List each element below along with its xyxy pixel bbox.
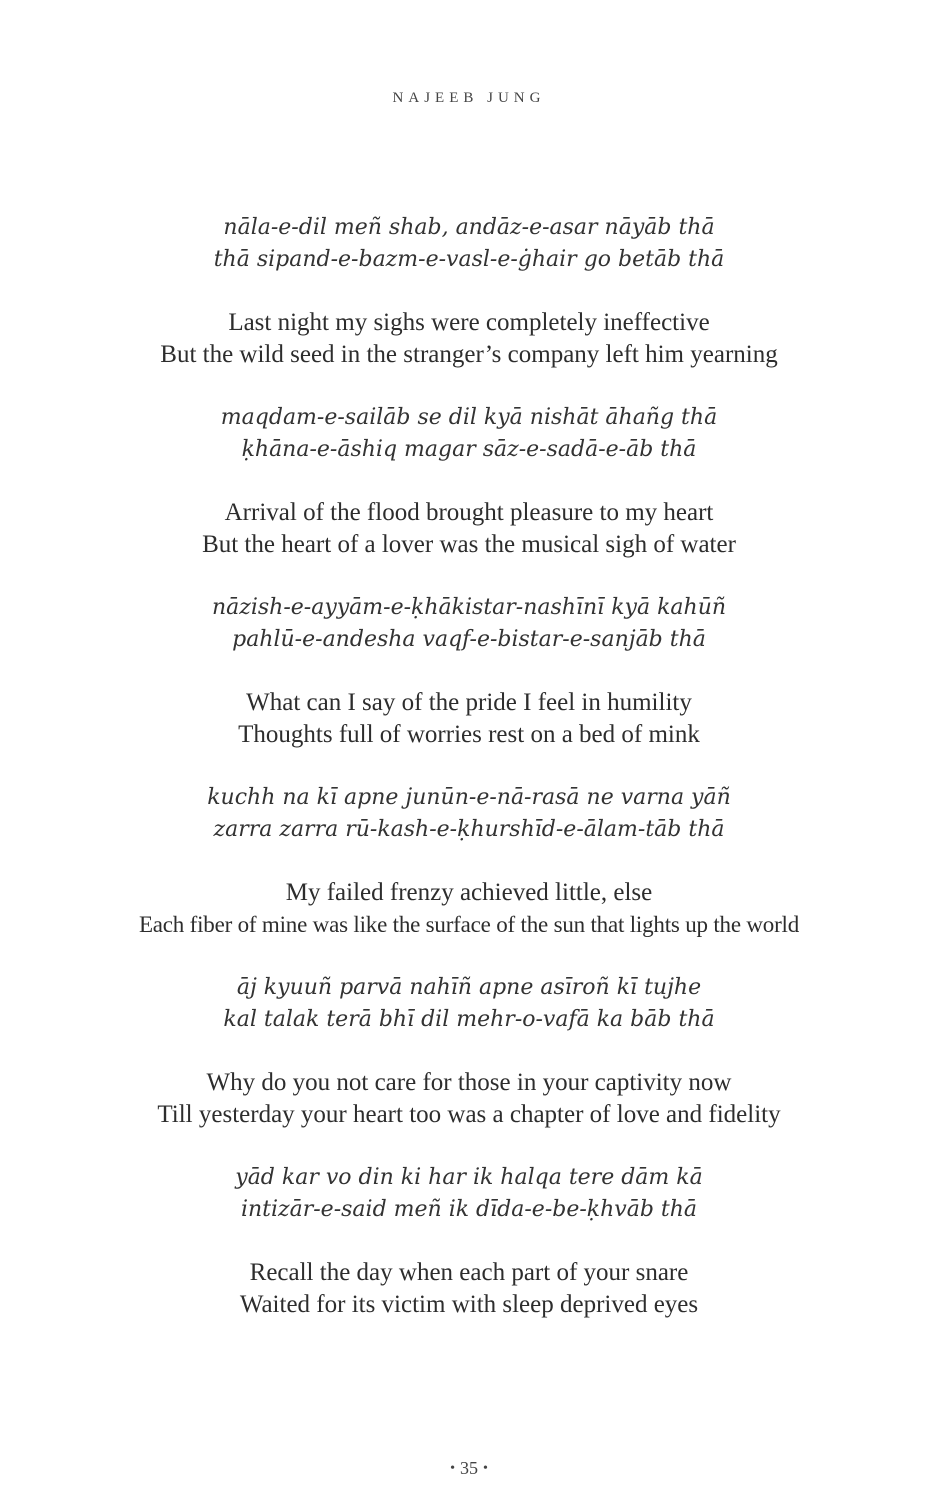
translation-line: Last night my sighs were completely ineffective — [228, 309, 710, 336]
stanza-5 — [0, 972, 938, 1036]
translation-line: My failed frenzy achieved little, else — [285, 879, 653, 906]
translation-line: Each fiber of mine was like the surface of the sun that lights up the world — [138, 912, 800, 937]
stanza-3 — [0, 592, 938, 656]
transliteration-line: nāzish-e-ayyām-e-ḳhākistar-nashīnī kyā kahūñ — [211, 595, 727, 620]
running-head: NAJEEB JUNG — [392, 90, 546, 106]
translation-line: Waited for its victim with sleep deprived eyes — [239, 1291, 699, 1318]
transliteration-line: ḳhāna-e-āshiq magar sāz-e-sadā-e-āb thā — [241, 437, 697, 462]
transliteration-line: āj kyuuñ parvā nahīñ apne asīroñ kī tujhe — [236, 975, 702, 1000]
transliteration-line: kuchh na kī apne junūn-e-nā-rasā ne varna yāñ — [207, 785, 731, 810]
translation-line: Till yesterday your heart too was a chapter of love and fidelity — [157, 1101, 781, 1128]
transliteration-line: kal talak terā bhī dil mehr-o-vafā ka bāb thā — [223, 1007, 715, 1032]
translation-1 — [0, 307, 938, 371]
translation-3 — [0, 687, 938, 751]
stanza-6 — [0, 1162, 938, 1226]
page-number: 35 — [460, 1458, 478, 1478]
translation-line: Why do you not care for those in your captivity now — [206, 1069, 732, 1096]
transliteration-line: maqdam-e-sailāb se dil kyā nishāt āhañg thā — [220, 405, 718, 430]
transliteration-line: intizār-e-said meñ ik dīda-e-be-ḳhvāb thā — [240, 1197, 698, 1222]
transliteration-line: pahlū-e-andesha vaqf-e-bistar-e-sanjāb thā — [232, 627, 706, 652]
translation-line: Arrival of the flood brought pleasure to my heart — [224, 499, 714, 526]
translation-line: Thoughts full of worries rest on a bed of mink — [238, 721, 700, 748]
bullet-icon: • — [450, 1461, 455, 1476]
translation-5 — [0, 1067, 938, 1131]
transliteration-line: thā sipand-e-bazm-e-vasl-e-ġhair go betāb thā — [213, 247, 725, 272]
transliteration-line: zarra zarra rū-kash-e-ḳhurshīd-e-ālam-tāb thā — [213, 817, 725, 842]
stanza-4 — [0, 782, 938, 846]
translation-4 — [0, 877, 938, 941]
translation-line: What can I say of the pride I feel in humility — [246, 689, 692, 716]
translation-line: But the wild seed in the stranger’s company left him yearning — [160, 341, 778, 368]
stanza-1 — [0, 212, 938, 276]
translation-2 — [0, 497, 938, 561]
bullet-icon: • — [483, 1461, 488, 1476]
translation-6 — [0, 1257, 938, 1321]
page-footer — [0, 1458, 938, 1479]
translation-line: Recall the day when each part of your snare — [249, 1259, 689, 1286]
translation-line: But the heart of a lover was the musical sigh of water — [202, 531, 736, 558]
transliteration-line: nāla-e-dil meñ shab, andāz-e-asar nāyāb thā — [223, 215, 715, 240]
stanza-2 — [0, 402, 938, 466]
poem-body — [0, 212, 938, 1352]
transliteration-line: yād kar vo din ki har ik halqa tere dām kā — [235, 1165, 703, 1190]
